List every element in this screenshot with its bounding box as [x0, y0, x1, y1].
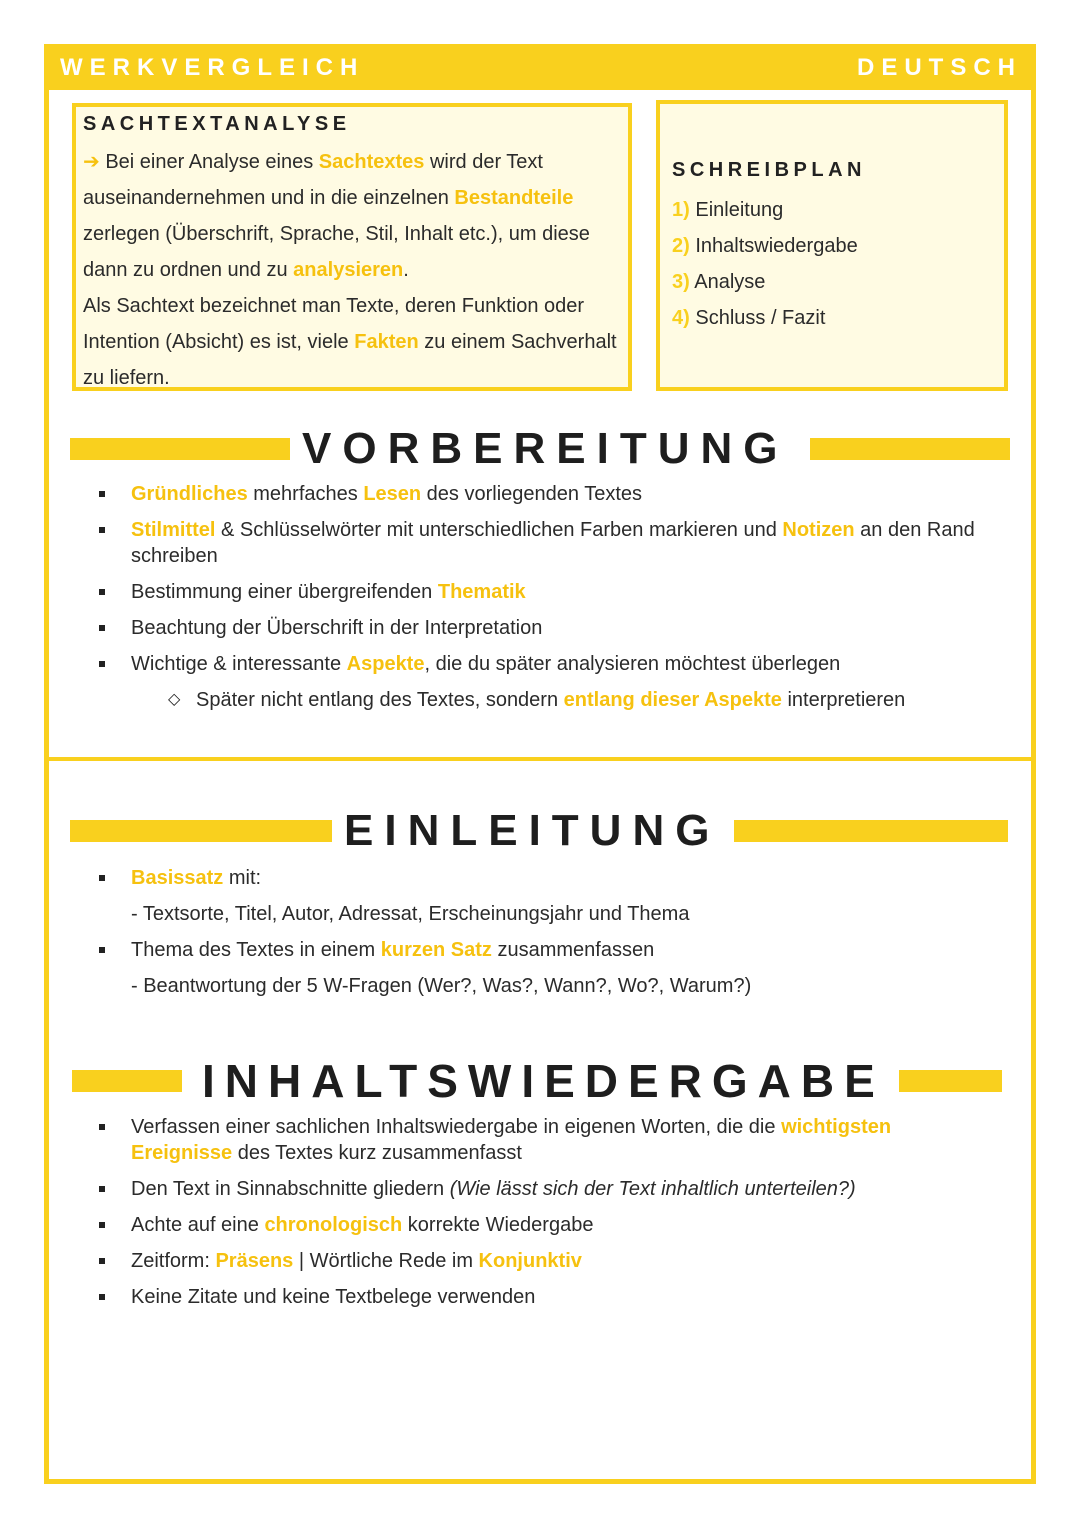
- heading-bar-left: [70, 438, 290, 460]
- einleitung-title: EINLEITUNG: [344, 806, 721, 855]
- einleitung-heading: [70, 808, 1008, 854]
- heading-bar-left: [72, 1070, 182, 1092]
- sachtextanalyse-box: [72, 103, 632, 391]
- list-item: Zeitform: Präsens | Wörtliche Rede im Konjunktiv: [96, 1248, 996, 1274]
- heading-bar-right: [734, 820, 1008, 842]
- list-item: Beachtung der Überschrift in der Interpretation: [96, 615, 1016, 641]
- inhaltswiedergabe-heading: [72, 1057, 1002, 1105]
- header-title: WERKVERGLEICH: [60, 54, 365, 81]
- list-sub-item: - Textsorte, Titel, Autor, Adressat, Erscheinungsjahr und Thema: [131, 903, 690, 925]
- list-item: Wichtige & interessante Aspekte, die du später analysieren möchtest überlegen: [96, 651, 1016, 677]
- heading-bar-left: [70, 820, 332, 842]
- vorbereitung-title: VORBEREITUNG: [302, 424, 789, 473]
- inhaltswiedergabe-list: [96, 1114, 996, 1320]
- vorbereitung-list: [96, 481, 1016, 723]
- schreibplan-list: [672, 192, 1004, 336]
- list-item: Stilmittel & Schlüsselwörter mit unterschiedlichen Farben markieren und Notizen an den Rand schreiben: [96, 517, 1016, 569]
- schreibplan-item: 4) Schluss / Fazit: [672, 307, 826, 329]
- list-item: Verfassen einer sachlichen Inhaltswiedergabe in eigenen Worten, die die wichtigsten Ereignisse des Textes kurz zusammenfasst: [96, 1114, 996, 1166]
- sachtextanalyse-paragraph-1: ➔ Bei einer Analyse eines Sachtextes wird der Text auseinandernehmen und in die einzelnen Bestandteile zerlegen (Überschrift, Sprache, Stil, Inhalt etc.), um diese dann zu ordnen und zu analysieren.: [83, 151, 590, 281]
- list-item: Thema des Textes in einem kurzen Satz zusammenfassen: [96, 937, 1016, 963]
- schreibplan-item: 3) Analyse: [672, 271, 766, 293]
- heading-bar-right: [810, 438, 1010, 460]
- inhaltswiedergabe-title: INHALTSWIEDERGABE: [202, 1055, 885, 1107]
- section-divider: [44, 757, 1036, 761]
- schreibplan-title: SCHREIBPLAN: [672, 159, 866, 181]
- sachtextanalyse-title: SACHTEXTANALYSE: [83, 113, 351, 135]
- list-item: Bestimmung einer übergreifenden Thematik: [96, 579, 1016, 605]
- list-sub-item: ◇ Später nicht entlang des Textes, sondern entlang dieser Aspekte interpretieren: [168, 689, 906, 711]
- list-item: Basissatz mit:: [96, 865, 1016, 891]
- list-sub-item: - Beantwortung der 5 W-Fragen (Wer?, Was?, Wann?, Wo?, Warum?): [131, 975, 752, 997]
- list-item: Gründliches mehrfaches Lesen des vorliegenden Textes: [96, 481, 1016, 507]
- list-item: Achte auf eine chronologisch korrekte Wiedergabe: [96, 1212, 996, 1238]
- header-bar: [44, 44, 1036, 90]
- arrow-right-icon: ➔: [83, 151, 100, 173]
- header-subject: DEUTSCH: [856, 54, 1022, 81]
- sachtextanalyse-paragraph-2: Als Sachtext bezeichnet man Texte, deren Funktion oder Intention (Absicht) es ist, viele Fakten zu einem Sachverhalt zu liefern.: [83, 295, 617, 389]
- schreibplan-box: [656, 100, 1008, 391]
- list-item: Den Text in Sinnabschnitte gliedern (Wie lässt sich der Text inhaltlich unterteilen?): [96, 1176, 996, 1202]
- schreibplan-item: 2) Inhaltswiedergabe: [672, 235, 858, 257]
- heading-bar-right: [899, 1070, 1002, 1092]
- list-item: Keine Zitate und keine Textbelege verwenden: [96, 1284, 996, 1310]
- diamond-bullet-icon: ◇: [168, 691, 181, 708]
- vorbereitung-heading: [70, 426, 1010, 472]
- schreibplan-item: 1) Einleitung: [672, 199, 784, 221]
- einleitung-list: [96, 865, 1016, 1009]
